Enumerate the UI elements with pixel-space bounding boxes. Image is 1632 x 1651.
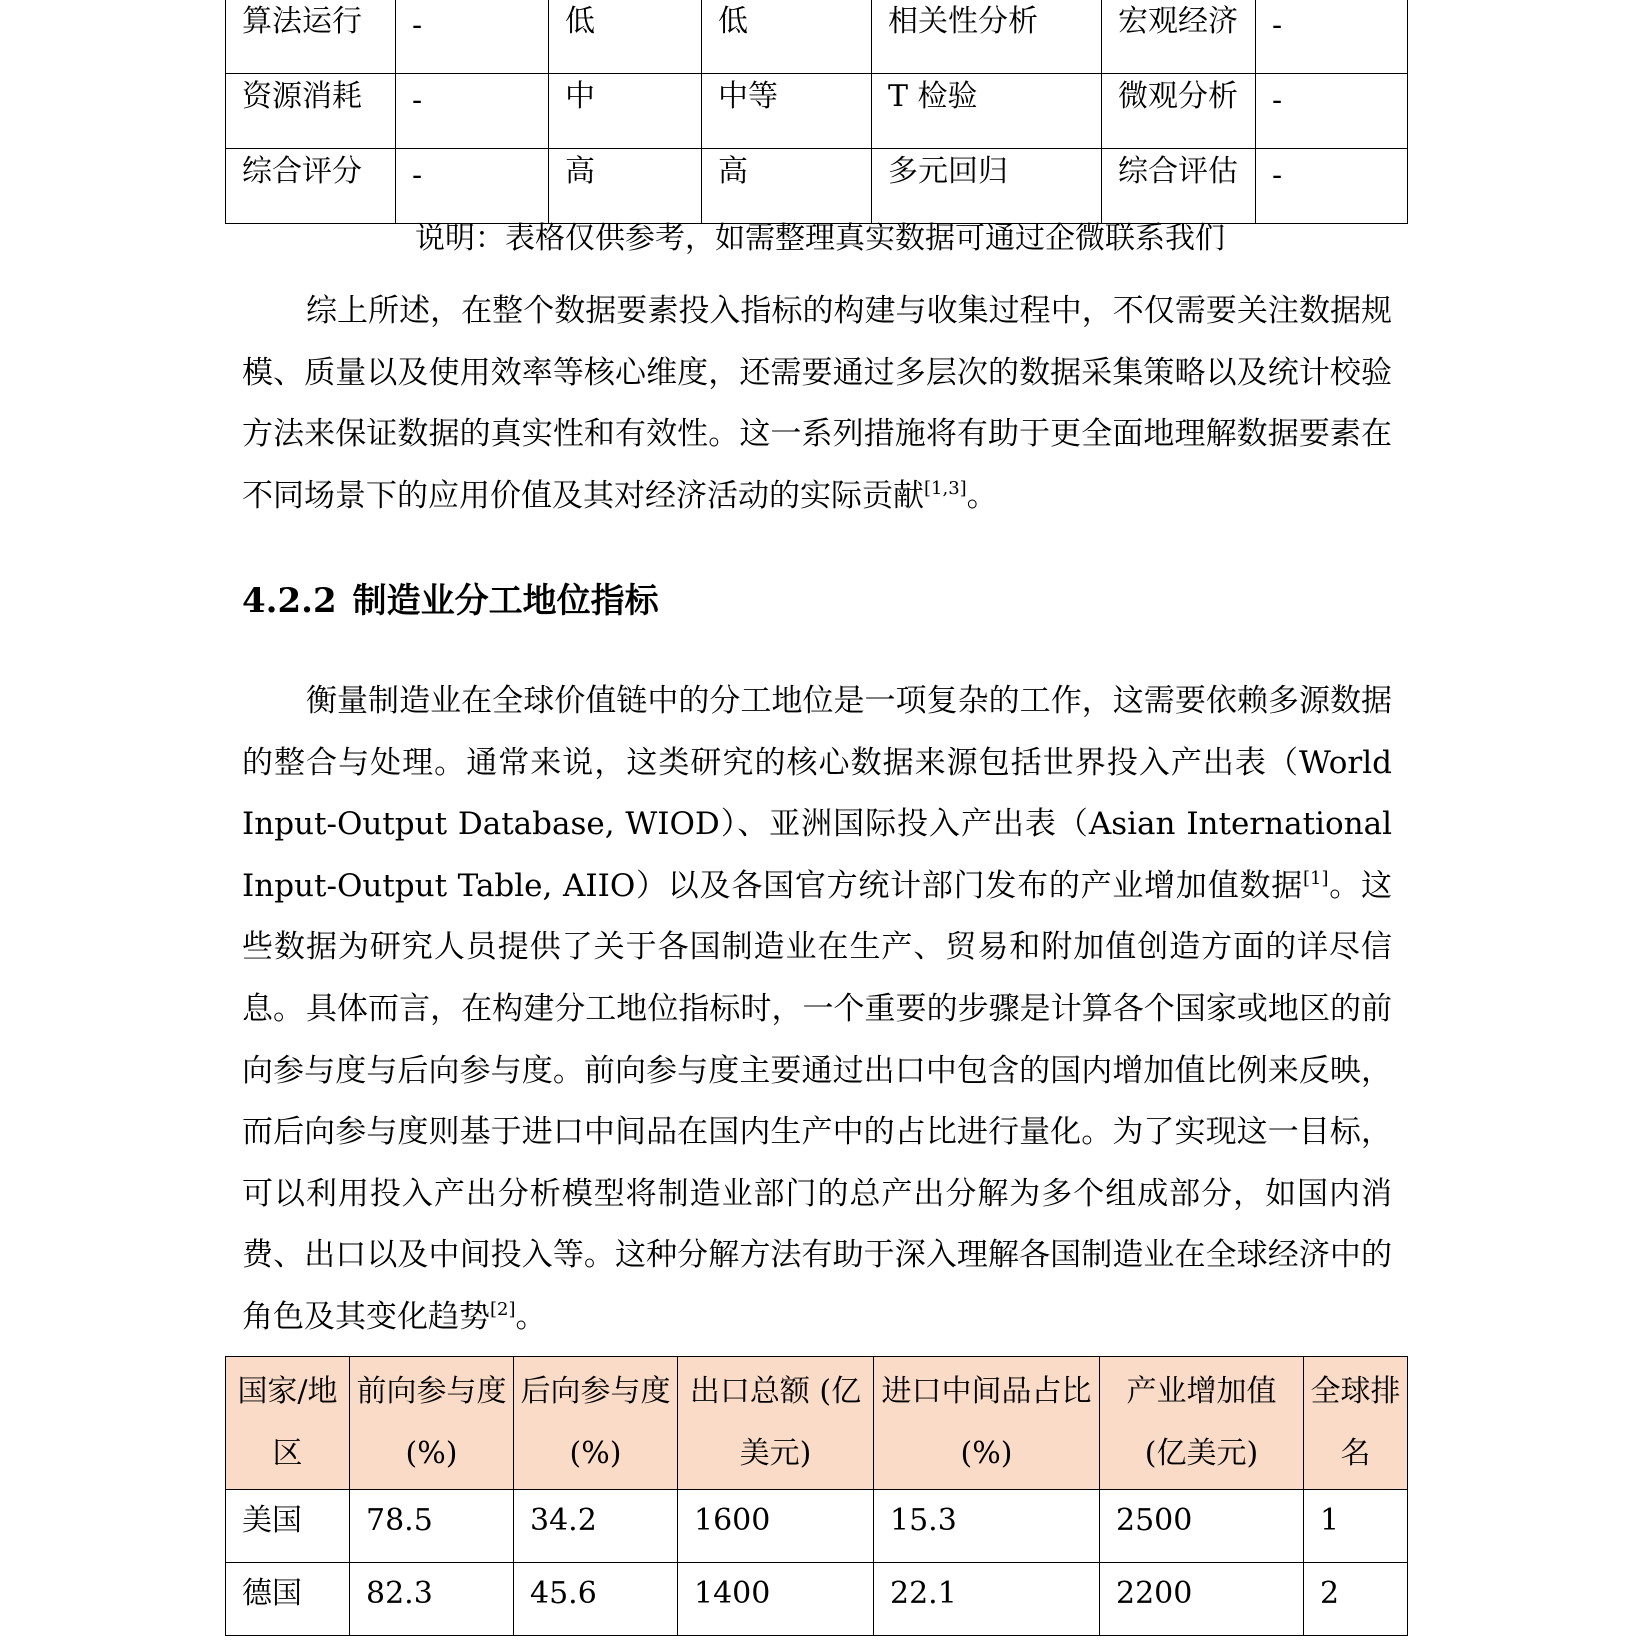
table-cell: 中等 — [702, 74, 872, 149]
summary-paragraph — [242, 281, 1392, 527]
paragraph-text-end: 。 — [966, 477, 998, 514]
table-cell: 资源消耗 — [226, 74, 396, 149]
table-row — [226, 1563, 1408, 1636]
table-cell: 2200 — [1100, 1563, 1304, 1636]
section-heading — [242, 578, 659, 624]
table-cell: 2500 — [1100, 1490, 1304, 1563]
table-cell: - — [1256, 74, 1408, 149]
column-header: 进口中间品占比 (%) — [874, 1357, 1100, 1490]
body-paragraph — [242, 979, 1392, 1348]
table-cell: 综合评分 — [226, 149, 396, 224]
table-header-row — [226, 1357, 1408, 1490]
table-cell: - — [396, 149, 549, 224]
table-row — [226, 0, 1408, 74]
table-cell: T 检验 — [872, 74, 1102, 149]
citation-reference[interactable]: [1,3] — [924, 477, 967, 499]
table-cell: - — [1256, 0, 1408, 74]
table-cell: 相关性分析 — [872, 0, 1102, 74]
paragraph-text: 具体而言，在构建分工地位指标时，一个重要的步骤是计算各个国家或地区的前向参与度与后向参与度。前向参与度主要通过出口中包含的国内增加值比例来反映，而后向参与度则基于进口中间品在国内生产中的占比进行量化。为了实现这一目标，可以利用投入产出分析模型将制造业部门的总产出分解为多个组成部分，如国内消费、出口以及中间投入等。这种分解方法有助于深入理解各国制造业在全球经济中的角色及其变化趋势 — [242, 991, 1392, 1335]
table-cell: 82.3 — [350, 1563, 514, 1636]
paragraph-text-end: 。 — [515, 1298, 547, 1335]
table-caption: 说明：表格仅供参考，如需整理真实数据可通过企微联系我们 — [415, 221, 1225, 256]
table-row — [226, 149, 1408, 224]
section-number: 4.2.2 — [242, 581, 337, 621]
table-cell: 1 — [1304, 1490, 1408, 1563]
paragraph-text: 衡量制造业在全球价值链中的分工地位是一项复杂的工作，这需要依赖多源数据的整合与处理。通常来说，这类研究的核心数据来源包括世界投入产出表（World Input-Output Database, WIOD）、亚洲国际投入产出表（Asian International Input-Output Table, AIIO）以及各国官方统计部门发布的产业增加值数据 — [242, 683, 1392, 904]
table-cell: 34.2 — [514, 1490, 678, 1563]
participation-data-table — [225, 1356, 1408, 1636]
table-cell: 45.6 — [514, 1563, 678, 1636]
table-cell: - — [396, 74, 549, 149]
table-cell: 高 — [702, 149, 872, 224]
citation-reference[interactable]: [1] — [1302, 867, 1329, 889]
table-cell: 1400 — [678, 1563, 874, 1636]
table-cell: 1600 — [678, 1490, 874, 1563]
table-cell: 美国 — [226, 1490, 350, 1563]
table-row — [226, 1490, 1408, 1563]
table-cell: 2 — [1304, 1563, 1408, 1636]
column-header: 产业增加值 (亿美元) — [1100, 1357, 1304, 1490]
column-header: 前向参与度 (%) — [350, 1357, 514, 1490]
table-cell: 15.3 — [874, 1490, 1100, 1563]
table-cell: - — [396, 0, 549, 74]
citation-reference[interactable]: [2] — [490, 1298, 516, 1320]
column-header: 出口总额 (亿美元) — [678, 1357, 874, 1490]
table-cell: 高 — [549, 149, 702, 224]
column-header: 国家/地区 — [226, 1357, 350, 1490]
table-cell: 算法运行 — [226, 0, 396, 74]
table-cell: 微观分析 — [1102, 74, 1256, 149]
table-cell: 多元回归 — [872, 149, 1102, 224]
column-header: 全球排名 — [1304, 1357, 1408, 1490]
paragraph-text-end: 。这些数据为研究人员提供了关于各国制造业在生产、贸易和附加值创造方面的详尽信息。 — [242, 867, 1392, 1027]
table-cell: - — [1256, 149, 1408, 224]
table-cell: 22.1 — [874, 1563, 1100, 1636]
table-cell: 综合评估 — [1102, 149, 1256, 224]
table-row — [226, 74, 1408, 149]
table-cell: 中 — [549, 74, 702, 149]
column-header: 后向参与度 (%) — [514, 1357, 678, 1490]
table-cell: 德国 — [226, 1563, 350, 1636]
section-title: 制造业分工地位指标 — [352, 581, 659, 621]
table-cell: 宏观经济 — [1102, 0, 1256, 74]
paragraph-text: 综上所述，在整个数据要素投入指标的构建与收集过程中，不仅需要关注数据规模、质量以及使用效率等核心维度，还需要通过多层次的数据采集策略以及统计校验方法来保证数据的真实性和有效性。这一系列措施将有助于更全面地理解数据要素在不同场景下的应用价值及其对经济活动的实际贡献 — [242, 293, 1392, 514]
table-cell: 低 — [549, 0, 702, 74]
table-cell: 低 — [702, 0, 872, 74]
method-comparison-table — [225, 0, 1408, 224]
table-cell: 78.5 — [350, 1490, 514, 1563]
